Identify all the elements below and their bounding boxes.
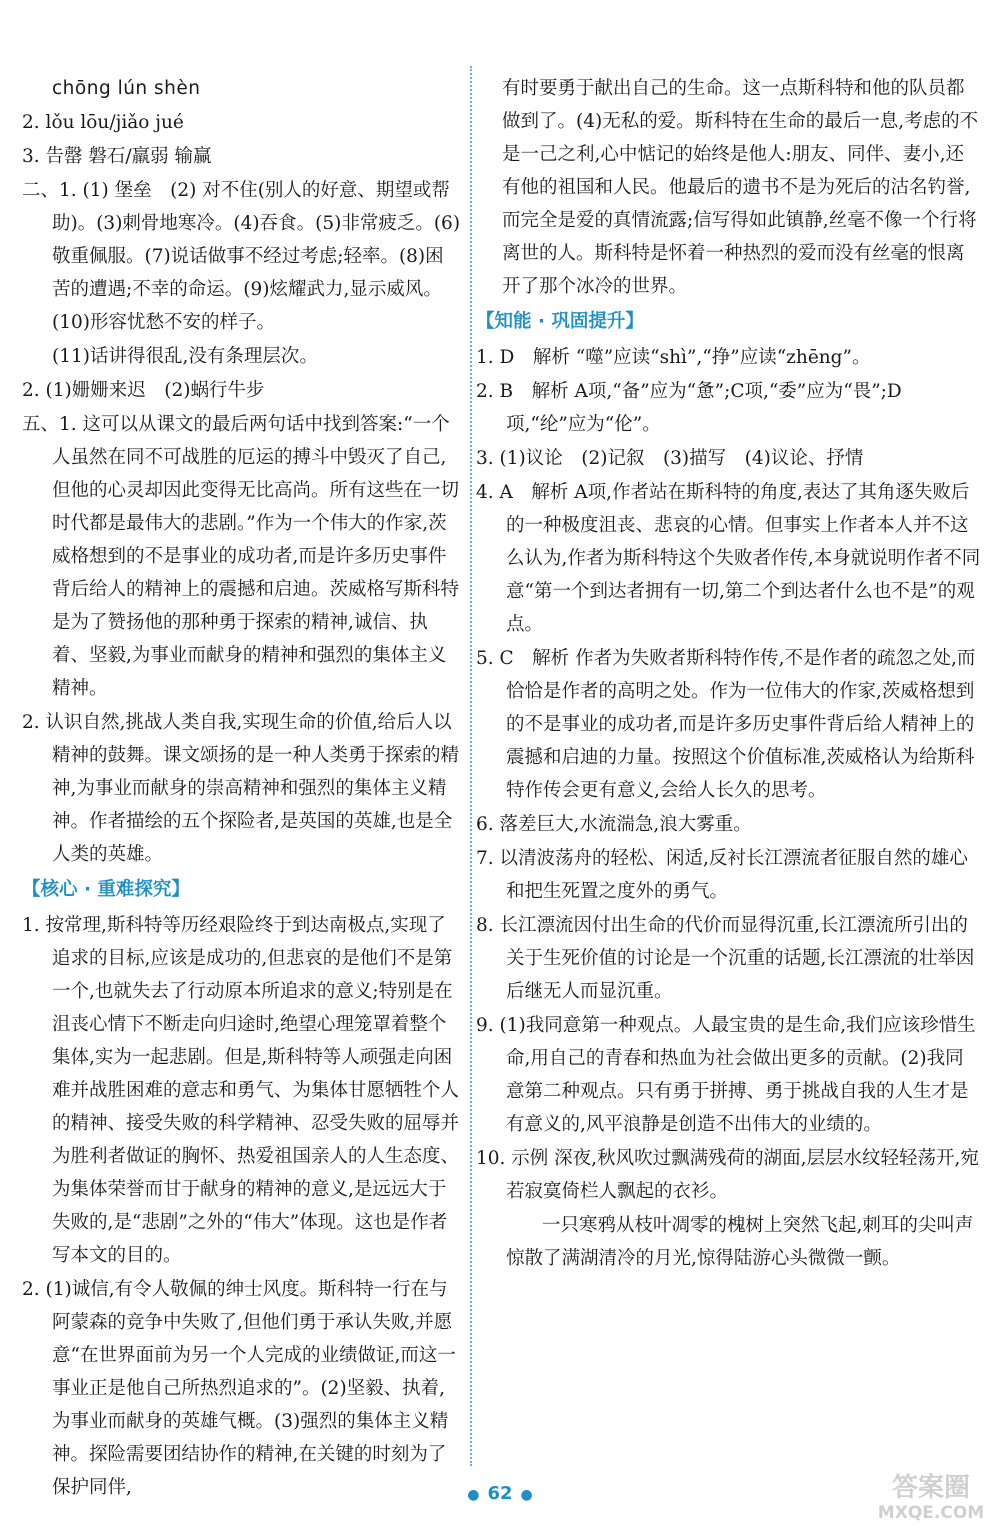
skill-item-6: 6. 落差巨大,水流湍急,浪大雾重。 [476,814,752,835]
skill-item-2: 2. B 解析 A项,“备”应为“惫”;C项,“委”应为“畏”;D项,“纶”应为“伦”。 [476,381,902,435]
skill-item-4: 4. A 解析 A项,作者站在斯科特的角度,表达了其角逐失败后的一种极度沮丧、悲哀的心情。但事实上作者本人并不这么认为,作者为斯科特这个失败者作传,本身就说明作者不同意“第一个到达者拥有一切,第二个到达者什么也不是”的观点。 [476,482,981,635]
bullet-icon: ● [520,1487,533,1503]
pinyin-line: chōng lún shèn [52,78,201,99]
bullet-icon: ● [467,1487,480,1503]
skill-item-1: 1. D 解析 “噬”应读“shì”,“挣”应读“zhēng”。 [476,347,871,368]
section-5-item-1: 五、1. 这可以从课文的最后两句话中找到答案:“一个人虽然在同不可战胜的厄运的搏斗中毁灭了自己,但他的心灵却因此变得无比高尚。所有这些在一切时代都是最伟大的悲剧。”作为一个伟大的作家,茨威格想到的不是事业的成功者,而是许多历史事件背后给人的精神上的震撼和启迪。茨威格写斯科特是为了赞扬他的那种勇于探索的精神,诚信、执着、坚毅,为事业而献身的精神和强烈的集体主义精神。 [22,414,460,699]
left-column [22,72,462,1505]
skill-item-7: 7. 以清波荡舟的轻松、闲适,反衬长江漂流者征服自然的雄心和把生死置之度外的勇气。 [476,848,968,902]
section-2-item-1-cont: (11)话讲得很乱,没有条理层次。 [52,346,318,367]
skill-item-8: 8. 长江漂流因付出生命的代价而显得沉重,长江漂流所引出的关于生死价值的讨论是一个沉重的话题,长江漂流的壮举因后继无人而显沉重。 [476,915,975,1002]
page-number: ● 62 ● [467,1483,533,1504]
skill-item-10-cont: 一只寒鸦从枝叶凋零的槐树上突然飞起,刺耳的尖叫声惊散了满湖清冷的月光,惊得陆游心头微微一颤。 [506,1215,974,1269]
core-item-2: 2. (1)诚信,有令人敬佩的绅士风度。斯科特一行在与阿蒙森的竞争中失败了,但他们勇于承认失败,并愿意“在世界面前为另一个人完成的业绩做证,而这一事业正是他自己所热烈追求的”。(2)坚毅、执着,为事业而献身的英雄气概。(3)强烈的集体主义精神。探险需要团结协作的精神,在关键的时刻为了保护同伴, [22,1279,456,1498]
watermark-top-text: 答案圈 [891,1473,971,1503]
right-column [476,72,982,1276]
section-5-item-2: 2. 认识自然,挑战人类自我,实现生命的价值,给后人以精神的鼓舞。课文颂扬的是一种人类勇于探索的精神,为事业而献身的崇高精神和强烈的集体主义精神。作者描绘的五个探险者,是英国的英雄,也是全人类的英雄。 [22,712,460,865]
core-item-2-cont: 有时要勇于献出自己的生命。这一点斯科特和他的队员都做到了。(4)无私的爱。斯科特在生命的最后一息,考虑的不是一己之利,心中惦记的始终是他人:朋友、同伴、妻小,还有他的祖国和人民。他最后的遗书不是为死后的沽名钓誉,而完全是爱的真情流露;信写得如此镇静,丝毫不像一个行将离世的人。斯科特是怀着一种热烈的爱而没有丝毫的恨离开了那个冰冷的世界。 [502,78,979,297]
skill-item-10: 10. 示例 深夜,秋风吹过飘满残荷的湖面,层层水纹轻轻荡开,宛若寂寞倚栏人飘起的衣衫。 [476,1148,979,1202]
answer-item-2: 2. lǒu lōu/jiǎo jué [22,112,184,133]
skill-item-9: 9. (1)我同意第一种观点。人最宝贵的是生命,我们应该珍惜生命,用自己的青春和热血为社会做出更多的贡献。(2)我同意第二种观点。只有勇于拼搏、勇于挑战自我的人生才是有意义的,风平浪静是创造不出伟大的业绩的。 [476,1015,976,1135]
skill-item-3: 3. (1)议论 (2)记叙 (3)描写 (4)议论、抒情 [476,448,864,469]
watermark-logo [872,1466,990,1524]
watermark-bottom-text: MXQE.COM [877,1503,985,1523]
section-heading-core: 【核心 · 重难探究】 [22,879,190,900]
skill-item-5: 5. C 解析 作者为失败者斯科特作传,不是作者的疏忽之处,而恰恰是作者的高明之处。作为一位伟大的作家,茨威格想到的不是事业的成功者,而是许多历史事件背后给人精神上的震撼和启迪的力量。按照这个价值标准,茨威格认为给斯科特作传会更有意义,会给人长久的思考。 [476,648,976,801]
column-divider [470,66,472,1466]
core-item-1: 1. 按常理,斯科特等历经艰险终于到达南极点,实现了追求的目标,应该是成功的,但悲哀的是他们不是第一个,也就失去了行动原本所追求的意义;特别是在沮丧心情下不断走向归途时,绝望心理笼罩着整个集体,实为一起悲剧。但是,斯科特等人顽强走向困难并战胜困难的意志和勇气、为集体甘愿牺牲个人的精神、接受失败的科学精神、忍受失败的屈辱并为胜利者做证的胸怀、热爱祖国亲人的人生态度、为集体荣誉而甘于献身的精神的意义,是远远大于失败的,是“悲剧”之外的“伟大”体现。这也是作者写本文的目的。 [22,915,460,1266]
section-heading-skill: 【知能 · 巩固提升】 [476,311,644,332]
section-2-item-2: 2. (1)姗姗来迟 (2)蜗行牛步 [22,380,265,401]
section-2-item-1: 二、1. (1) 堡垒 (2) 对不住(别人的好意、期望或帮助)。(3)刺骨地寒冷。(4)吞食。(5)非常疲乏。(6)敬重佩服。(7)说话做事不经过考虑;轻率。(8)困苦的遭遇;不幸的命运。(9)炫耀武力,显示威风。(10)形容忧愁不安的样子。 [22,180,461,333]
answer-item-3: 3. 告罄 磐石/羸弱 输赢 [22,146,212,167]
